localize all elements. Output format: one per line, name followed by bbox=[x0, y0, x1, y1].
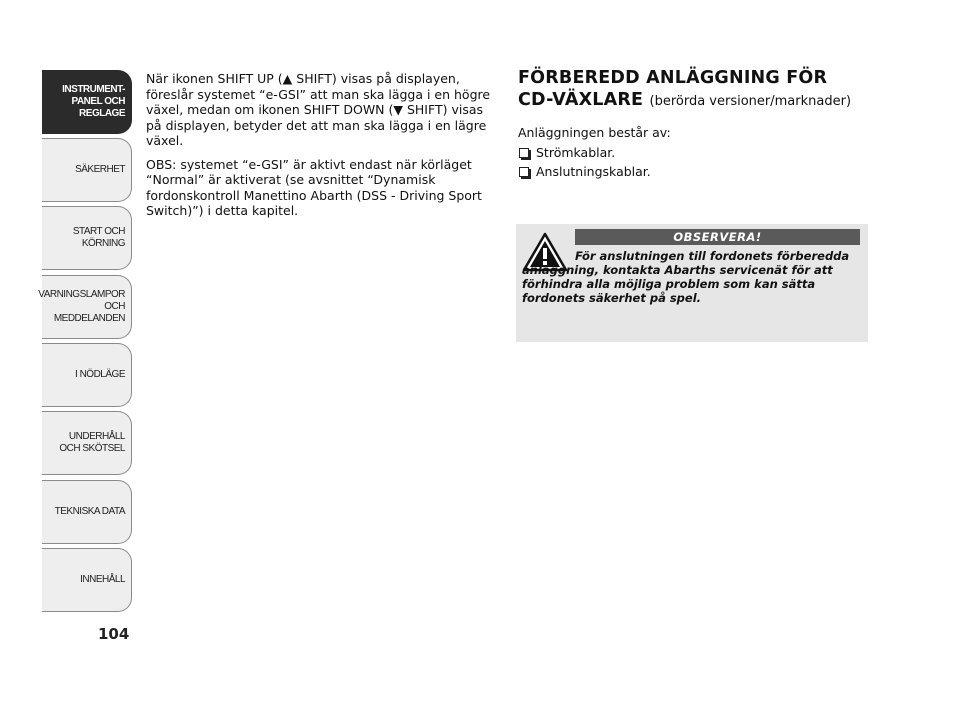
tab-innehall[interactable]: INNEHÅLL bbox=[42, 548, 132, 612]
heading-subtitle: (berörda versioner/marknader) bbox=[649, 94, 852, 109]
tab-tekniska-data[interactable]: TEKNISKA DATA bbox=[42, 480, 132, 544]
heading-line-1: FÖRBEREDD ANLÄGGNING FÖR bbox=[518, 68, 828, 88]
shift-paragraph: När ikonen SHIFT UP (▲ SHIFT) visas på displayen, föreslår systemet “e-GSI” att man ska lägga i en högre växel, medan om ikonen SHIFT DOWN (▼ SHIFT) visas på displayen, betyder det att man ska lägga i en lägre växel. bbox=[146, 71, 491, 148]
tab-start-och-korning[interactable]: START OCH KÖRNING bbox=[42, 206, 132, 270]
list-item bbox=[518, 143, 868, 162]
checkbox-bullet-icon bbox=[519, 148, 529, 158]
heading-line-2: CD-VÄXLARE bbox=[518, 90, 644, 110]
tab-sakerhet[interactable]: SÄKERHET bbox=[42, 138, 132, 202]
checkbox-bullet-icon bbox=[519, 167, 529, 177]
list-item bbox=[518, 162, 868, 181]
left-column bbox=[146, 71, 496, 227]
warning-header: OBSERVERA! bbox=[575, 229, 860, 245]
list-item-label: Strömkablar. bbox=[536, 145, 616, 160]
right-column bbox=[518, 67, 868, 181]
warning-text: För anslutningen till fordonets förberedda anläggning, kontakta Abarths servicenät för att förhindra alla möjliga problem som kan sätta fordonets säkerhet på spel. bbox=[522, 249, 850, 305]
section-heading bbox=[518, 67, 868, 113]
tab-varningslampor[interactable]: VARNINGSLAMPOR OCH MEDDELANDEN bbox=[42, 275, 132, 339]
list-item-label: Anslutningskablar. bbox=[536, 164, 651, 179]
tab-instrumentpanel[interactable]: INSTRUMENT- PANEL OCH REGLAGE bbox=[42, 70, 132, 134]
warning-box bbox=[516, 224, 868, 342]
component-list bbox=[518, 143, 868, 181]
tab-underhall[interactable]: UNDERHÅLL OCH SKÖTSEL bbox=[42, 411, 132, 475]
intro-text: Anläggningen består av: bbox=[518, 125, 671, 140]
tab-i-nodlage[interactable]: I NÖDLÄGE bbox=[42, 343, 132, 407]
page-number: 104 bbox=[98, 625, 130, 643]
note-paragraph: OBS: systemet “e-GSI” är aktivt endast när körläget “Normal” är aktiverat (se avsnittet “Dynamisk fordonskontroll Manettino Abarth (DSS - Driving Sport Switch)”) i detta kapitel. bbox=[146, 156, 482, 218]
